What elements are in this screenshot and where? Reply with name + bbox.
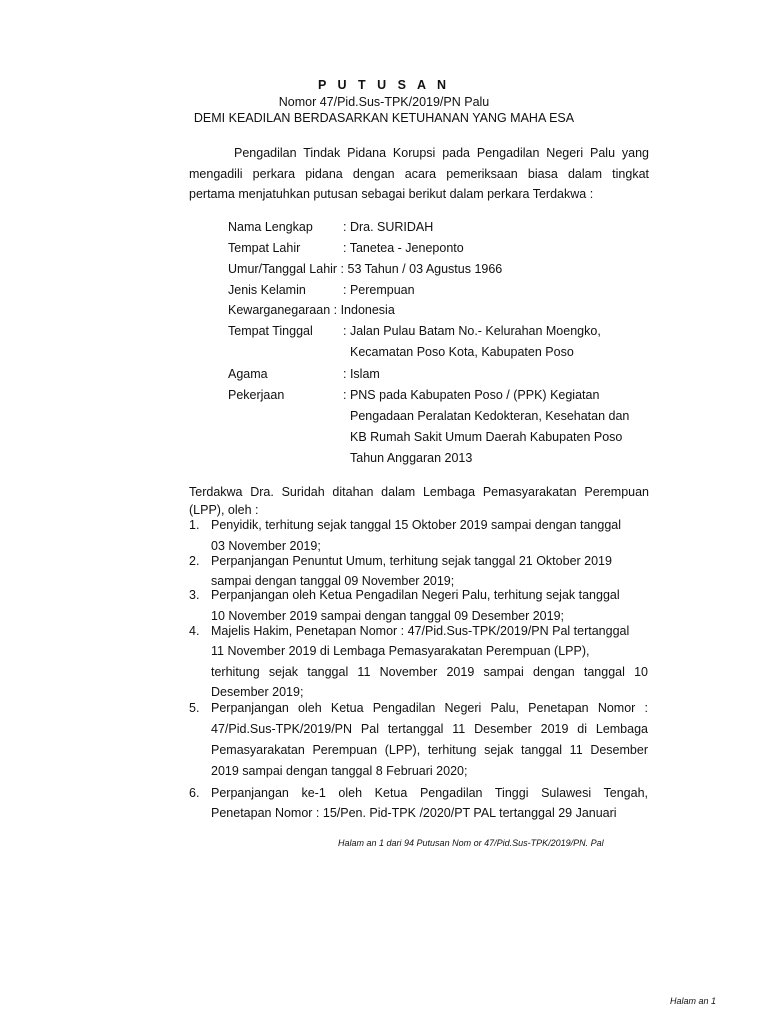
detention-intro: (LPP), oleh :: [189, 503, 259, 517]
list-item: Perpanjangan ke-1 oleh Ketua Pengadilan Tinggi Sulawesi Tengah,: [211, 786, 648, 800]
list-item: Majelis Hakim, Penetapan Nomor : 47/Pid.Sus-TPK/2019/PN Pal tertanggal: [211, 624, 630, 638]
pekerjaan-value-3: KB Rumah Sakit Umum Daerah Kabupaten Poso: [350, 430, 623, 444]
pekerjaan-value-2: Pengadaan Peralatan Kedokteran, Kesehatan dan: [350, 409, 630, 423]
list-item: 2019 sampai dengan tanggal 8 Februari 2020;: [211, 764, 468, 778]
list-item: Desember 2019;: [211, 685, 304, 699]
tempat-tinggal-value-2: Kecamatan Poso Kota, Kabupaten Poso: [350, 345, 574, 359]
list-number: 4.: [189, 624, 200, 638]
pekerjaan-value: : PNS pada Kabupaten Poso / (PPK) Kegiatan: [343, 388, 600, 402]
tempat-tinggal-value: : Jalan Pulau Batam No.- Kelurahan Moengko,: [343, 324, 601, 338]
list-number: 3.: [189, 588, 200, 602]
list-item: Penyidik, terhitung sejak tanggal 15 Oktober 2019 sampai dengan tanggal: [211, 518, 622, 532]
detention-intro: Terdakwa Dra. Suridah ditahan dalam Lembaga Pemasyarakatan Perempuan: [189, 485, 649, 499]
list-item: Perpanjangan Penuntut Umum, terhitung sejak tanggal 21 Oktober 2019: [211, 554, 612, 568]
list-item: Perpanjangan oleh Ketua Pengadilan Negeri Palu, Penetapan Nomor :: [211, 701, 648, 715]
intro-line: Pengadilan Tindak Pidana Korupsi pada Pengadilan Negeri Palu yang: [234, 146, 649, 160]
list-number: 2.: [189, 554, 200, 568]
nama-value: : Dra. SURIDAH: [343, 220, 434, 234]
list-number: 6.: [189, 786, 200, 800]
nama-label: Nama Lengkap: [228, 220, 313, 234]
motto: DEMI KEADILAN BERDASARKAN KETUHANAN YANG MAHA ESA: [193, 111, 575, 125]
list-item: terhitung sejak tanggal 11 November 2019 sampai dengan tanggal 10: [211, 665, 648, 679]
pekerjaan-label: Pekerjaan: [228, 388, 285, 402]
list-item: 03 November 2019;: [211, 539, 321, 553]
list-number: 5.: [189, 701, 200, 715]
jenis-kelamin-label: Jenis Kelamin: [228, 283, 306, 297]
list-item: Penetapan Nomor : 15/Pen. Pid-TPK /2020/PT PAL tertanggal 29 Januari: [211, 806, 617, 820]
intro-line: pertama menjatuhkan putusan sebagai berikut dalam perkara Terdakwa :: [189, 187, 594, 201]
list-item: sampai dengan tanggal 09 November 2019;: [211, 574, 455, 588]
umur-line: Umur/Tanggal Lahir : 53 Tahun / 03 Agustus 1966: [228, 262, 503, 276]
list-item: Pemasyarakatan Perempuan (LPP), terhitung sejak tanggal 11 Desember: [211, 743, 648, 757]
document-title: P U T U S A N: [317, 78, 451, 92]
intro-line: mengadili perkara pidana dengan acara pemeriksaan biasa dalam tingkat: [189, 167, 649, 181]
list-item: Perpanjangan oleh Ketua Pengadilan Negeri Palu, terhitung sejak tanggal: [211, 588, 620, 602]
tempat-lahir-label: Tempat Lahir: [228, 241, 301, 255]
agama-value: : Islam: [343, 367, 380, 381]
kewarganegaraan-line: Kewarganegaraan : Indonesia: [228, 303, 395, 317]
page-footer: Halam an 1 dari 94 Putusan Nom or 47/Pid.Sus-TPK/2019/PN. Pal: [338, 838, 604, 848]
tempat-tinggal-label: Tempat Tinggal: [228, 324, 313, 338]
list-number: 1.: [189, 518, 200, 532]
jenis-kelamin-value: : Perempuan: [343, 283, 415, 297]
agama-label: Agama: [228, 367, 268, 381]
tempat-lahir-value: : Tanetea - Jeneponto: [343, 241, 464, 255]
case-number: Nomor 47/Pid.Sus-TPK/2019/PN Palu: [278, 95, 490, 109]
page-corner-label: Halam an 1: [670, 996, 717, 1006]
pekerjaan-value-4: Tahun Anggaran 2013: [350, 451, 473, 465]
list-item: 11 November 2019 di Lembaga Pemasyarakatan Perempuan (LPP),: [211, 644, 590, 658]
list-item: 10 November 2019 sampai dengan tanggal 09 Desember 2019;: [211, 609, 565, 623]
list-item: 47/Pid.Sus-TPK/2019/PN Pal tertanggal 11 Desember 2019 di Lembaga: [211, 722, 648, 736]
